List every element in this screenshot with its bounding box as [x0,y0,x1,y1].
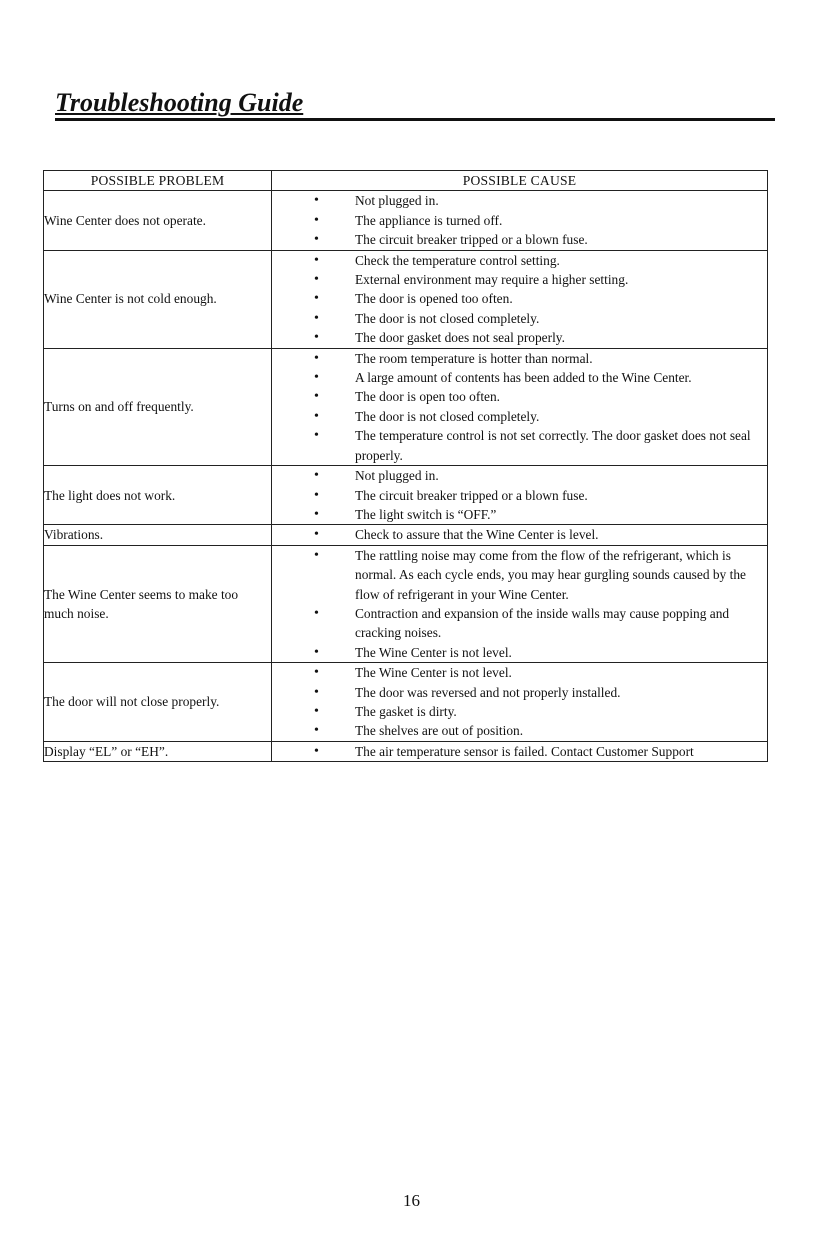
cause-item: • External environment may require a higher setting. [272,270,767,289]
cause-item: • The circuit breaker tripped or a blown fuse. [272,230,767,249]
header-possible-cause: POSSIBLE CAUSE [272,171,768,191]
cause-item: • The circuit breaker tripped or a blown fuse. [272,486,767,505]
causes-cell [272,741,768,761]
cause-list [272,525,767,544]
causes-cell [272,191,768,250]
cause-item: • The door is open too often. [272,387,767,406]
cause-item: • The door is opened too often. [272,289,767,308]
causes-cell [272,663,768,742]
table-row [44,348,768,465]
table-row [44,191,768,250]
cause-list [272,742,767,761]
cause-item: • The light switch is “OFF.” [272,505,767,524]
header-possible-problem: POSSIBLE PROBLEM [44,171,272,191]
table-row [44,663,768,742]
cause-item: • The door gasket does not seal properly. [272,328,767,347]
cause-item: • The rattling noise may come from the flow of the refrigerant, which is normal. As each cycle ends, you may hear gurgling sounds caused by the flow of refrigerant in your Wine Center. [272,546,767,604]
causes-cell [272,250,768,348]
cause-item: • The air temperature sensor is failed. Contact Customer Support [272,742,767,761]
cause-item: • The Wine Center is not level. [272,663,767,682]
cause-item: • A large amount of contents has been added to the Wine Center. [272,368,767,387]
cause-item: • The shelves are out of position. [272,721,767,740]
cause-item: • Not plugged in. [272,466,767,485]
problem-cell: Turns on and off frequently. [44,348,272,465]
problem-cell: The light does not work. [44,466,272,525]
cause-item: • Contraction and expansion of the inside walls may cause popping and cracking noises. [272,604,767,643]
cause-list [272,663,767,741]
problem-cell: The door will not close properly. [44,663,272,742]
cause-list [272,546,767,662]
table-row [44,250,768,348]
cause-item: • Check to assure that the Wine Center is level. [272,525,767,544]
causes-cell [272,525,768,545]
page-title: Troubleshooting Guide [55,88,304,117]
troubleshooting-table [43,170,768,762]
cause-list [272,466,767,524]
cause-item: • Not plugged in. [272,191,767,210]
problem-cell: Wine Center does not operate. [44,191,272,250]
cause-list [272,349,767,465]
causes-cell [272,545,768,662]
table-row [44,741,768,761]
cause-item: • The temperature control is not set correctly. The door gasket does not seal properly. [272,426,767,465]
cause-item: • The Wine Center is not level. [272,643,767,662]
cause-item: • The appliance is turned off. [272,211,767,230]
cause-list [272,251,767,348]
table-header-row [44,171,768,191]
cause-item: • The door is not closed completely. [272,309,767,328]
cause-item: • The door is not closed completely. [272,407,767,426]
table-row [44,545,768,662]
table-row [44,525,768,545]
cause-item: • Check the temperature control setting. [272,251,767,270]
page-number: 16 [403,1191,420,1210]
cause-list [272,191,767,249]
table-row [44,466,768,525]
problem-cell: The Wine Center seems to make too much noise. [44,545,272,662]
problem-cell: Wine Center is not cold enough. [44,250,272,348]
causes-cell [272,466,768,525]
problem-cell: Vibrations. [44,525,272,545]
title-bar [55,84,775,121]
cause-item: • The gasket is dirty. [272,702,767,721]
problem-cell: Display “EL” or “EH”. [44,741,272,761]
causes-cell [272,348,768,465]
cause-item: • The room temperature is hotter than normal. [272,349,767,368]
cause-item: • The door was reversed and not properly installed. [272,683,767,702]
